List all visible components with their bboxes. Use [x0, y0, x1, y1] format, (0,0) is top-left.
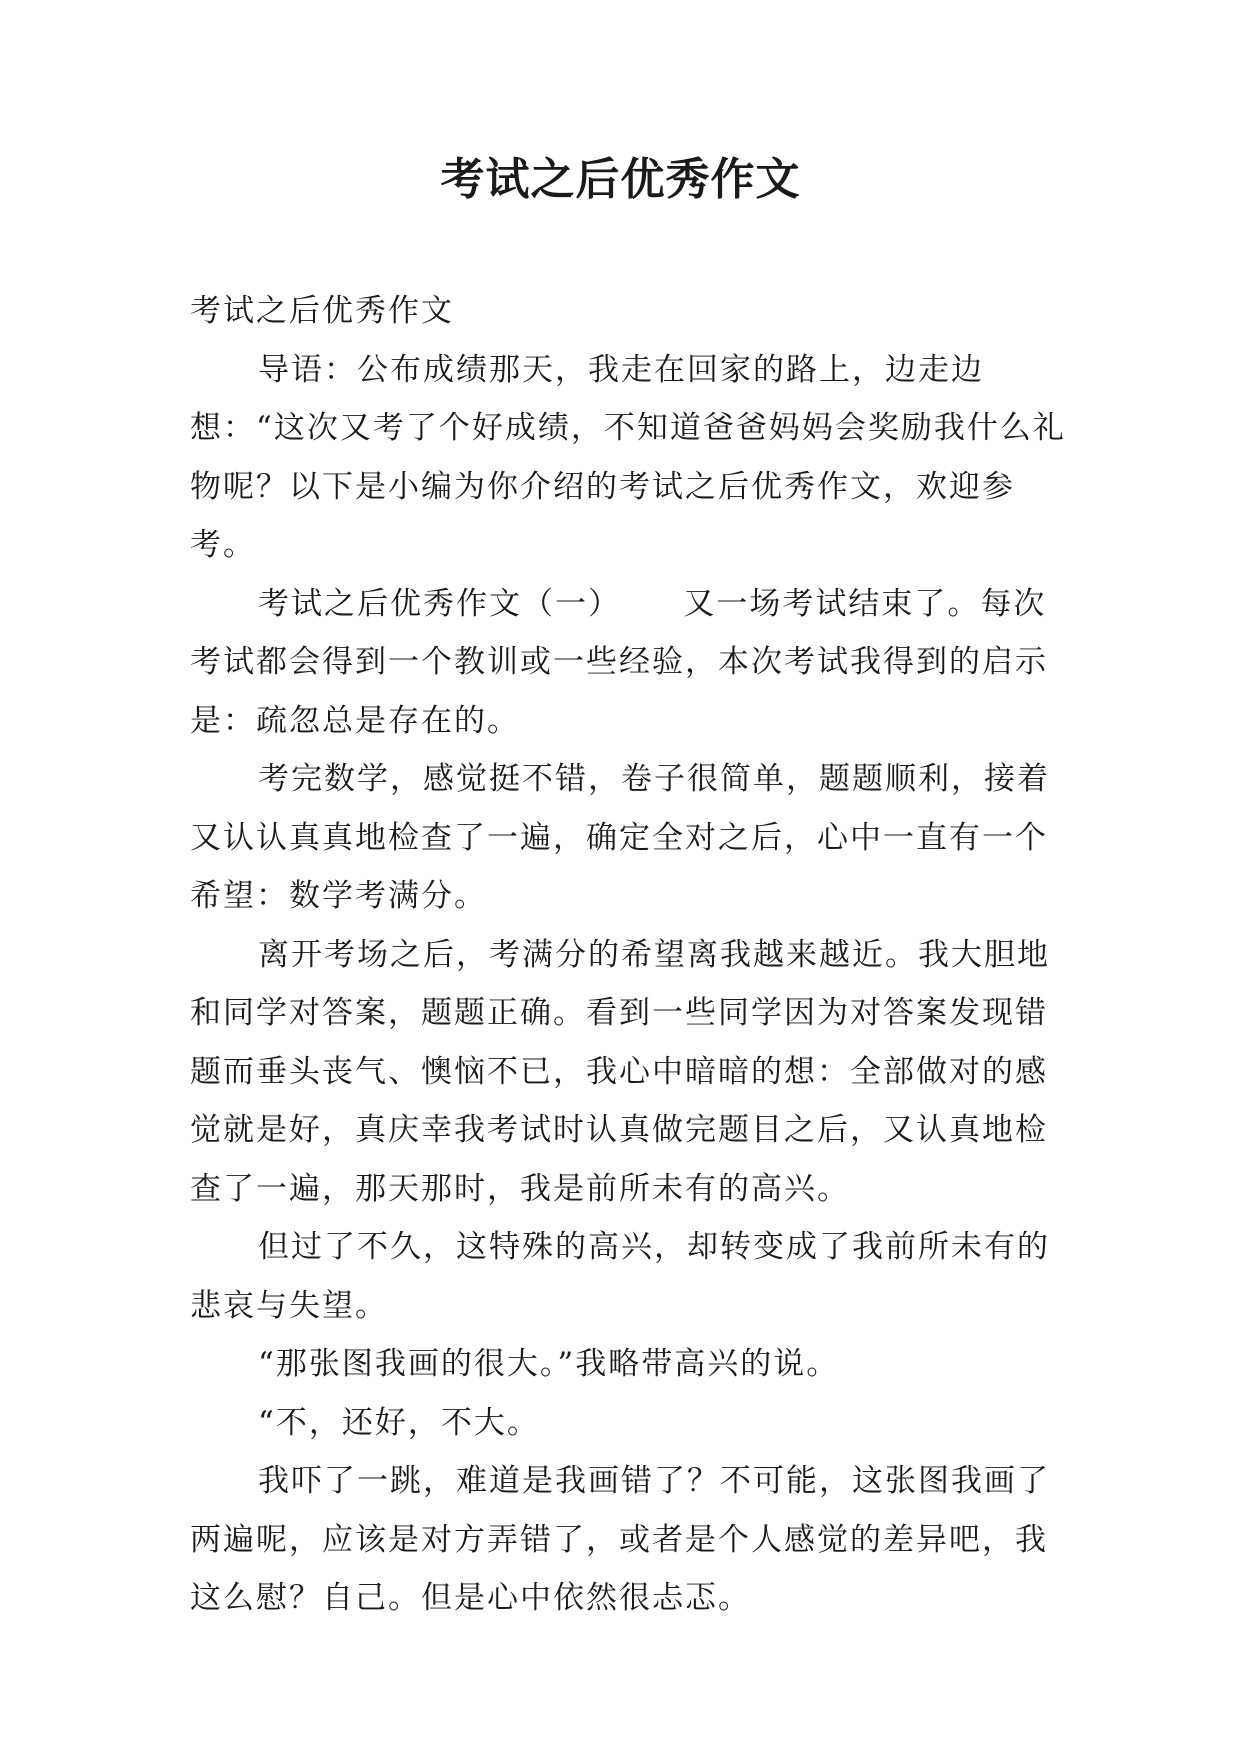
document-subtitle: 考试之后优秀作文: [190, 293, 454, 329]
paragraph-section-one: 考试之后优秀作文（一） 又一场考试结束了。每次考试都会得到一个教训或一些经验，本次考试我得到的启示是：疏忽总是存在的。: [190, 585, 1048, 739]
paragraph-reflection: 我吓了一跳，难道是我画错了？不可能，这张图我画了两遍呢，应该是对方弄错了，或者是个人感觉的差异吧，我这么慰？自己。但是心中依然很忐忑。: [190, 1463, 1050, 1616]
paragraph-dialogue-1: “那张图我画的很大。”我略带高兴的说。: [258, 1346, 840, 1382]
document-body: [190, 282, 1070, 1628]
paragraph-intro: 导语：公布成绩那天，我走在回家的路上，边走边想：“这次又考了个好成绩，不知道爸爸妈妈会奖励我什么礼物呢？以下是小编为你介绍的考试之后优秀作文，欢迎参考。: [190, 351, 1066, 563]
paragraph-math-exam: 考完数学，感觉挺不错，卷子很简单，题题顺利，接着又认认真真地检查了一遍，确定全对之后，心中一直有一个希望：数学考满分。: [190, 761, 1050, 914]
paragraph-dialogue-2: “不，还好，不大。: [258, 1404, 540, 1441]
paragraph-after-exam: 离开考场之后，考满分的希望离我越来越近。我大胆地和同学对答案，题题正确。看到一些同学因为对答案发现错题而垂头丧气、懊恼不已，我心中暗暗的想：全部做对的感觉就是好，真庆幸我考试时认真做完题目之后，又认真地检查了一遍，那天那时，我是前所未有的高兴。: [190, 936, 1050, 1207]
document-title: 考试之后优秀作文: [440, 154, 801, 205]
paragraph-turning-point: 但过了不久，这特殊的高兴，却转变成了我前所未有的悲哀与失望。: [190, 1229, 1050, 1324]
